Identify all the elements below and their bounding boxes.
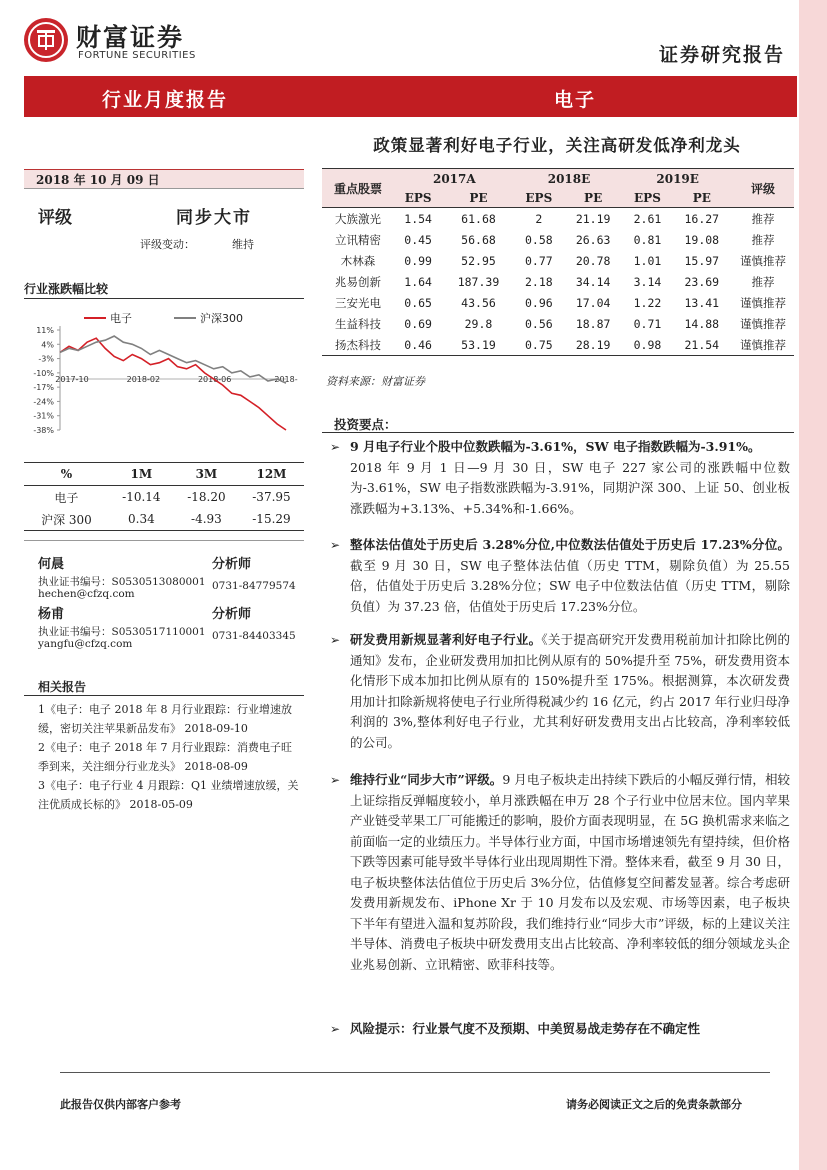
stock-value: 2	[535, 211, 543, 226]
table-row: 电子 -10.14 -18.20 -37.95	[54, 490, 291, 505]
rating-label: 评级	[38, 208, 72, 228]
analyst-role: 分析师	[212, 557, 252, 572]
analyst-name: 何晨	[38, 557, 65, 572]
table-row: 沪深 300 0.34 -4.93 -15.29	[41, 512, 291, 527]
stock-value: 53.19	[461, 337, 496, 352]
analyst-phone: 0731-84403345	[212, 630, 296, 642]
rating-value: 同步大市	[176, 208, 252, 228]
analyst-role: 分析师	[212, 607, 252, 622]
related-item[interactable]: 1《电子：电子 2018 年 8 月行业跟踪：行业增速放缓，密切关注苹果新品发布》 2018-09-10	[38, 703, 292, 735]
stock-name: 扬杰科技	[335, 337, 381, 352]
stock-value: 0.96	[524, 295, 553, 310]
stock-rating: 推荐	[751, 232, 775, 247]
arrow-icon: ➢	[330, 773, 341, 787]
headline: 政策显著利好电子行业，关注高研发低净利龙头	[373, 136, 741, 155]
stock-value: 15.97	[684, 253, 720, 268]
related-title: 相关报告	[38, 680, 87, 694]
perf-header: 12M	[256, 467, 287, 481]
series-line-0	[60, 338, 286, 430]
industry-comparison-chart	[24, 304, 304, 454]
x-tick-label: 2018-02	[126, 374, 161, 384]
footer-right: 请务必阅读正文之后的免责条款部分	[566, 1098, 742, 1111]
banner	[24, 76, 797, 117]
logo-icon	[24, 18, 68, 62]
table-row	[322, 208, 794, 230]
rating-change-value: 维持	[232, 238, 254, 251]
y-tick-label: 11%	[36, 326, 54, 335]
report-type: 证券研究报告	[658, 44, 785, 66]
stock-value: 0.71	[633, 316, 662, 331]
stock-value: 29.8	[464, 316, 493, 331]
stock-value: 28.19	[575, 337, 611, 352]
divider	[322, 432, 794, 433]
analyst-cert: 执业证书编号：S0530513080001	[38, 576, 206, 588]
related-item[interactable]: 3《电子：电子行业 4 月跟踪：Q1 业绩增速放缓，关注优质成长标的》 2018-05-09	[38, 779, 299, 811]
stock-value: 61.68	[461, 211, 496, 226]
related-list	[38, 700, 300, 814]
stock-value: 0.81	[633, 232, 662, 247]
point-4: 维持行业“同步大市”评级。9 月电子板块走出持续下跌后的小幅反弹行情，相较上证综指反弹幅度较小，单月涨跌幅在申万 28 个子行业中位居末位。国内苹果产业链受苹果工厂可能搬迁的影响，股价方面表现明显，在 5G 换机需求来临之前面临一定的业绩压力。半导体行业方面，中国市场增速领先有望持续，但价格下跌等因素可能导致半导体行业出现周期性下滑。整体来看，截至 9 月 30 日，电子板块整体法估值位于历史后 3%分位，估值修复空间蓄发显著。综合考虑研发费用新规发布、iPhone Xr 于 10 月发布以及宏观、市场等因素，电子板块下半年有望进入温和复苏阶段，我们维持行业“同步大市”评级，标的上建议关注半导体、消费电子板块中研发费用支出占比较高、净利率较低的细分领域龙头企业兆易创新、立讯精密、欧菲科技等。	[350, 772, 790, 972]
analyst-email[interactable]: hechen@cfzq.com	[38, 588, 135, 600]
analyst-email[interactable]: yangfu@cfzq.com	[38, 638, 133, 650]
y-tick-label: -3%	[38, 354, 54, 364]
stock-name: 兆易创新	[335, 274, 381, 289]
stock-value: 0.58	[524, 232, 553, 247]
col-year: 2018E	[547, 171, 591, 186]
series-line-1	[60, 336, 286, 383]
arrow-icon: ➢	[330, 538, 341, 552]
stock-value: 0.65	[404, 295, 432, 310]
stock-value: 20.78	[575, 253, 611, 268]
col-stock: 重点股票	[333, 181, 382, 196]
y-tick-label: -31%	[33, 411, 54, 421]
col-year: 2017A	[432, 171, 476, 186]
source-note: 资料来源：财富证券	[326, 375, 425, 388]
arrow-icon: ➢	[330, 1022, 341, 1036]
stock-rating: 谨慎推荐	[740, 316, 786, 331]
x-tick-label: 2017-10	[55, 374, 89, 384]
stock-rating: 谨慎推荐	[740, 337, 786, 352]
point-2: 整体法估值处于历史后 3.28%分位,中位数法估值处于历史后 17.23%分位。截至 9 月 30 日，SW 电子整体法估值（历史 TTM，剔除负值）为 25.55 倍，估值处于历史后 3.28%分位；SW 电子中位数法估值（历史 TTM，剔除负值）为 37.23 倍，估值处于历史后 17.23%分位。	[350, 537, 790, 614]
legend-label: 电子	[110, 312, 132, 325]
stock-value: 0.99	[404, 253, 432, 268]
stock-value: 2.18	[524, 274, 553, 289]
arrow-icon: ➢	[330, 440, 341, 454]
stock-rating: 谨慎推荐	[740, 295, 786, 310]
stock-value: 1.22	[633, 295, 662, 310]
related-item[interactable]: 2《电子：电子 2018 年 7 月行业跟踪：消费电子旺季到来，关注细分行业龙头》 2018-08-09	[38, 741, 292, 773]
stock-value: 21.54	[684, 337, 720, 352]
y-tick-label: 4%	[41, 340, 54, 350]
y-tick-label: -38%	[33, 426, 54, 435]
stock-value: 14.88	[684, 316, 720, 331]
stock-value: 18.87	[575, 316, 611, 331]
chart-section-title: 行业涨跌幅比较	[24, 282, 109, 296]
perf-header: %	[60, 467, 73, 481]
stock-value: 0.56	[524, 316, 553, 331]
x-tick-label: 2018-06	[197, 374, 232, 384]
stock-value: 0.46	[404, 337, 432, 352]
x-tick-label: 2018-	[274, 374, 298, 384]
stock-value: 17.04	[575, 295, 611, 310]
stock-name: 三安光电	[335, 295, 381, 310]
rating-change-label: 评级变动：	[140, 238, 195, 251]
perf-header: 3M	[195, 467, 218, 481]
legend-label: 沪深300	[200, 312, 243, 325]
stock-value: 0.98	[633, 337, 662, 352]
arrow-icon: ➢	[330, 633, 341, 647]
performance-table	[24, 462, 304, 531]
stock-value: 187.39	[457, 274, 500, 289]
y-tick-label: -17%	[33, 383, 54, 393]
stock-value: 26.63	[575, 232, 611, 247]
col-rating: 评级	[750, 181, 775, 196]
stock-name: 生益科技	[335, 316, 381, 331]
table-row	[322, 292, 794, 313]
table-row	[322, 334, 794, 356]
perf-header: 1M	[130, 467, 153, 481]
divider	[24, 298, 304, 299]
banner-report-kind: 行业月度报告	[102, 89, 229, 111]
stock-value: 1.64	[404, 274, 432, 289]
analyst-name: 杨甫	[38, 607, 65, 622]
key-stocks-table: 重点股票 2017A 2018E 2019E 评级 EPS PE EPS PE EPS PE 大族激光 1.54 61.68 2 21.19 2.61 16.27 推荐 立讯精密 0.45 56.68 0.58 26.63 0.81 19.08 推荐 木林森 0.99 52.95 0.77 20.78 1.01 15.97 谨慎推荐 兆易创新 1.64 187.39 2.18 34.14 3.14 23.69 推荐 三安光电 0.65 43.56 0.96 17.04 1.22 13.41 谨慎推荐 生益科技 0.69 29.8 0.56 18.87 0.71 14.88 谨慎推荐 扬杰科技 0.46 53.19 0.75 28.19 0.98 21.54 谨慎推荐	[322, 168, 794, 356]
stock-value: 19.08	[684, 232, 720, 247]
footer-divider	[60, 1072, 770, 1073]
divider	[24, 695, 304, 696]
stock-value: 0.75	[524, 337, 553, 352]
stock-value: 3.14	[633, 274, 662, 289]
table-row	[322, 313, 794, 334]
stock-value: 2.61	[633, 211, 662, 226]
stock-value: 0.77	[524, 253, 553, 268]
brand-name-en: FORTUNE SECURITIES	[78, 50, 196, 61]
table-row	[322, 229, 794, 250]
analyst-cert: 执业证书编号：S0530517110001	[38, 626, 206, 638]
stock-value: 21.19	[575, 211, 611, 226]
stock-value: 23.69	[684, 274, 720, 289]
analyst-phone: 0731-84779574	[212, 580, 296, 592]
stock-rating: 谨慎推荐	[740, 253, 786, 268]
stock-name: 木林森	[340, 253, 376, 268]
point-3: 研发费用新规显著利好电子行业。《关于提高研究开发费用税前加计扣除比例的通知》发布，企业研发费用加扣比例从原有的 50%提升至 75%，研发费用资本化情形下成本加扣比例从原有的 150%提升至 175%。根据测算，本次研发费用加计扣除新规将使电子行业所得税减少约 16 亿元，约占 2017 年行业归母净利润的 3%,整体利好电子行业，尤其利好研发费用支出占比较高，净利率较低的公司。	[350, 632, 790, 750]
points-title: 投资要点：	[334, 417, 397, 432]
stock-rating: 推荐	[751, 274, 775, 289]
stock-value: 0.69	[404, 316, 432, 331]
table-row	[322, 250, 794, 271]
table-row	[322, 271, 794, 292]
y-tick-label: -10%	[33, 368, 54, 378]
banner-sector: 电子	[554, 89, 597, 111]
stock-rating: 推荐	[751, 211, 775, 226]
divider	[24, 540, 304, 541]
stock-value: 34.14	[575, 274, 611, 289]
date-bar	[24, 169, 304, 189]
point-1: 9 月电子行业个股中位数跌幅为-3.61%，SW 电子指数跌幅为-3.91%。 2018 年 9 月 1 日—9 月 30 日，SW 电子 227 家公司的涨跌幅中位数为-3.61%，SW 电子指数涨跌幅为-3.91%，同期沪深 300、上证 50、创业板涨跌幅为+3.13%、+5.34%和-1.66%。	[350, 439, 790, 516]
right-edge-strip	[799, 0, 827, 1170]
stock-name: 大族激光	[335, 211, 381, 226]
stock-value: 16.27	[684, 211, 720, 226]
stock-value: 0.45	[404, 232, 432, 247]
stock-value: 13.41	[684, 295, 720, 310]
stock-value: 56.68	[461, 232, 496, 247]
y-tick-label: -24%	[33, 397, 54, 407]
brand-name-cn: 财富证券	[76, 23, 185, 52]
col-year: 2019E	[656, 171, 699, 186]
stock-value: 52.95	[461, 253, 496, 268]
stock-name: 立讯精密	[335, 232, 381, 247]
point-5: 风险提示：行业景气度不及预期、中美贸易战走势存在不确定性	[350, 1021, 701, 1036]
stock-value: 43.56	[461, 295, 496, 310]
report-date: 2018 年 10 月 09 日	[36, 173, 160, 187]
footer-left: 此报告仅供内部客户参考	[60, 1098, 181, 1111]
stock-value: 1.54	[404, 211, 432, 226]
stock-value: 1.01	[633, 253, 662, 268]
